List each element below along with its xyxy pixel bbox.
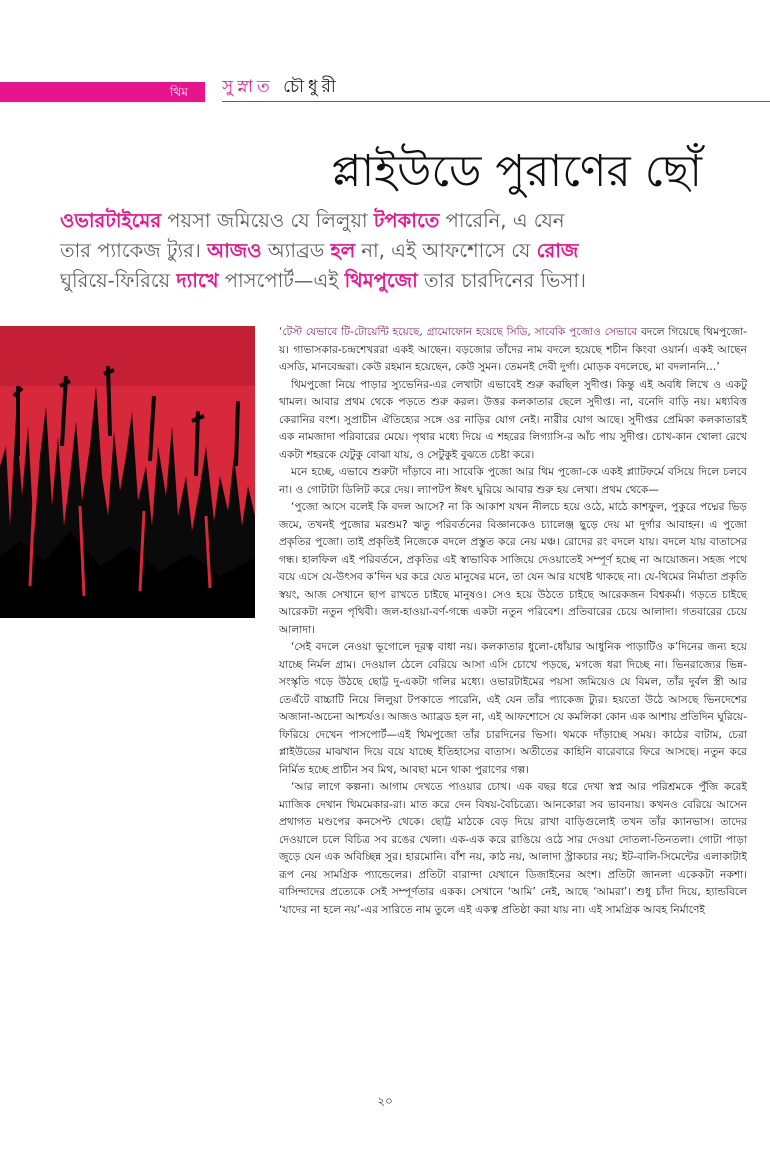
deck-text: পারেনি, এ যেন [439, 209, 565, 232]
byline-rule [222, 101, 770, 102]
deck-text: তার প্যাকেজ ট্যুর। [60, 239, 208, 262]
deck-highlight: আজও [207, 239, 262, 262]
article-deck [60, 206, 710, 296]
deck-highlight: থিমপুজো [344, 269, 418, 292]
body-paragraph: মনে হচ্ছে, এভাবে শুরুটা দাঁড়াবে না। সাবেকি পুজো আর থিম পুজো-কে একই প্ল্যাটফর্মে বসিয়ে দিলে চলবে না। ও গোটাটা ডিলিট করে দেয়। ল্যাপটপ ঈষৎ ঘুরিয়ে আবার শুরু হয় লেখা। প্রথম থেকে— [279, 466, 747, 496]
page-number: ২০ [377, 1094, 393, 1108]
body-paragraph [279, 324, 747, 377]
body-paragraph: ‘আর লাগে কল্পনা। আগাম দেখতে পাওয়ার চোখ। এক বছর ধরে দেখা স্বপ্ন আর পরিশ্রমকে পুঁজি করেই ম্যাজিক দেখান থিমমেকার-রা। মাত করে দেন বিষয়-বৈচিত্র্যে। আনকোরা সব ভাবনায়। কখনও বেরিয়ে আসেন প্রথাগত মণ্ডপের কনসেপ্ট থেকে। ছোট্ট মাঠকে বেড় দিয়ে রাখা বাড়িগুলোই তখন তাঁর ক্যানভাস। তাদের দেওয়ালে চলে বিচিত্র সব রঙের খেলা। এক-এক করে রাঙিয়ে ওঠে সার দেওয়া দোতলা-তিনতলা। গোটা পাড়া জুড়ে যেন এক অবিচ্ছিন্ন সুর। হারমোনি। বাঁশ নয়, কাঠ নয়, আলাদা স্ট্রাকচার নয়; ইট-বালি-সিমেন্টের এলাকাটাই রূপ নেয় সামগ্রিক প্যান্ডেলের। প্রতিটা বারান্দা যেখানে ডিজাইনের অংশ। প্রতিটা জানলা একেকটা নকশা। বাসিন্দাদের প্রত্যেকে সেই সম্পূর্ণতার একক। সেখানে ‘আমি’ নেই, আছে ‘আমরা’। শুধু চাঁদা দিয়ে, হ্যান্ডবিলে ‘যাদের না হলে নয়’-এর সারিতে নাম তুলে এই একত্ব প্রতিষ্ঠা করা যায় না। এই সামগ্রিক আবহ নির্মাণেই [279, 781, 747, 916]
deck-text: অ্যাব্রড [261, 239, 331, 262]
article-body [279, 324, 747, 919]
author-first-name: সুস্নাত [222, 77, 274, 97]
author-last-name: চৌধুরী [283, 77, 340, 97]
deck-line-1 [60, 206, 710, 236]
section-tag: থিম [170, 85, 188, 99]
deck-highlight: হল [330, 239, 356, 262]
deck-text: পাসপোর্ট—এই [218, 269, 345, 292]
body-text: বদলে গিয়েছে থিমপুজো-য়। গাভাসকার-চন্দ্রশেখররা একই আছেন। বড়জোর তাঁদের নাম বদলে হয়েছে শচীন কিংবা ওয়ার্ন। একই আছেন এসডি, মানবেন্দ্ররা। কেউ রহমান হয়েছেন, কেউ সুমন। তেমনই দেবী দুর্গা। মোড়ক বদলেছে, মা বদলাননি…’ [279, 326, 747, 373]
lead-quote: ‘টেস্ট যেভাবে টি-টোয়েন্টি হয়েছে, গ্রামোফোন হয়েছে সিডি, সাবেকি পুজোও সেভাবে [279, 326, 638, 338]
article-title: প্লাইউডে পুরাণের ছোঁ [331, 146, 702, 197]
body-paragraph: ‘সেই বদলে নেওয়া ভূগোলে দূরত্ব বাধা নয়। কলকাতার ধুলো-ধোঁয়ার আধুনিক পাড়াটিও ক’দিনের জন্য হয়ে যাচ্ছে নির্মল গ্রাম। দেওয়াল ঠেলে বেরিয়ে আসা এসি চোখে পড়ছে, মগজে ধরা দিচ্ছে না। ভিনরাজ্যের ভিন্ন-সংস্কৃতি গড়ে উঠছে ছোট্ট দু-একটা গলির মধ্যে। ওভারটাইমের পয়সা জমিয়েও যে বিমল, তাঁর দুর্বল স্ত্রী আর তেএঁটে বাচ্চাটি নিয়ে লিলুয়া টপকাতে পারেনি, এই যেন তাঁর প্যাকেজ ট্যুর। হয়তো উঠে আসছে ভিনদেশের অজানা-অচেনা আশ্চর্যও। আজও অ্যাব্রড হল না, এই আফশোসে যে কমলিকা কোন এক আশায় প্রতিদিন ঘুরিয়ে-ফিরিয়ে দেখেন পাসপোর্ট—এই থিমপুজো তাঁর চারদিনের ভিসা। থমকে দাঁড়াচ্ছে সময়। কাঠের বাটাম, চেরা প্লাইউডের মাঝখান দিয়ে বয়ে যাচ্ছে ইতিহাসের বাতাস। অতীতের কাহিনি বারেবারে ফিরে আসছে। নতুন করে নির্মিত হচ্ছে প্রাচীন সব মিথ, আবছা মনে থাকা পুরাণের গল্প। [279, 641, 747, 776]
deck-highlight: দ্যাখে [176, 269, 219, 292]
deck-highlight: ওভারটাইমের [60, 209, 162, 232]
deck-highlight: টপকাতে [373, 209, 440, 232]
deck-highlight: রোজ [536, 239, 579, 262]
article-photo [0, 326, 255, 618]
byline [222, 74, 340, 102]
deck-text: পয়সা জমিয়েও যে লিলুয়া [161, 209, 374, 232]
deck-text: না, এই আফশোসে যে [355, 239, 537, 262]
body-paragraph: ‘পুজো আসে বলেই কি বদল আসে? না কি আকাশ যখন নীলচে হয়ে ওঠে, মাঠে কাশফুল, পুকুরে পদ্মের ভিড় জমে, তখনই পুজোর মরশুম? ঋতু পরিবর্তনের বিজ্ঞানকেও চ্যালেঞ্জ ছুড়ে দেয় মা দুর্গার আবাহন। এ পুজো প্রকৃতির পুজো। তাই প্রকৃতিই নিজেকে বদলে প্রস্তুত করে নেয় মঞ্চ। রোদের রং বদলে যায়। বদলে যায় বাতাসের গন্ধ। হালফিল এই পরিবর্তনে, প্রকৃতির এই স্বাভাবিক সাজিয়ে দেওয়াতেই সম্পূর্ণ হচ্ছে না আয়োজন। সহজ পথে বয়ে এসে যে-উৎসব ক’দিন ঘর করে যেত মানুষের মনে, তা যেন আর যথেষ্ট থাকছে না। যে-থিমের নির্মাতা প্রকৃতি স্বয়ং, আজ সেখানে ছাপ রাখতে চাইছে মানুষও। সেও হয়ে উঠতে চাইছে আরেকজন বিশ্বকর্মা। গড়তে চাইছে আরেকটা নতুন পৃথিবী। জল-হাওয়া-বর্ণ-গন্ধে একটা নতুন পরিবেশ। প্রতিবারের চেয়ে আলাদা। গতবারের চেয়ে আলাদা। [279, 501, 747, 636]
deck-text: ঘুরিয়ে-ফিরিয়ে [60, 269, 177, 292]
body-paragraph: থিমপুজো নিয়ে পাড়ার স্যুভেনির-এর লেখাটা এভাবেই শুরু করছিল সুদীপ্ত। কিন্তু এই অবধি লিখে ও একটু থামল। আবার প্রথম থেকে পড়তে শুরু করল। উত্তর কলকাতার ছেলে সুদীপ্ত। না, বনেদি বাড়ি নয়। মধ্যবিত্ত কেরানির বংশ। সুপ্রাচীন ঐতিহ্যের সঙ্গে ওর নাড়ির যোগ নেই। নারীর যোগ আছে। সুদীপ্তর প্রেমিকা কলকাতারই এক নামজাদা পরিবারের মেয়ে। পৃথার মধ্যে দিয়ে এ শহরের লিগ্যাসি-র আঁচ পায় সুদীপ্ত। চোখ-কান খোলা রেখে একটা শহরকে যেটুকু বোঝা যায়, ও সেটুকুই বুঝতে চেষ্টা করে। [279, 378, 747, 461]
deck-line-3 [60, 266, 710, 296]
deck-text: তার চারদিনের ভিসা। [417, 269, 586, 292]
deck-line-2 [60, 236, 710, 266]
